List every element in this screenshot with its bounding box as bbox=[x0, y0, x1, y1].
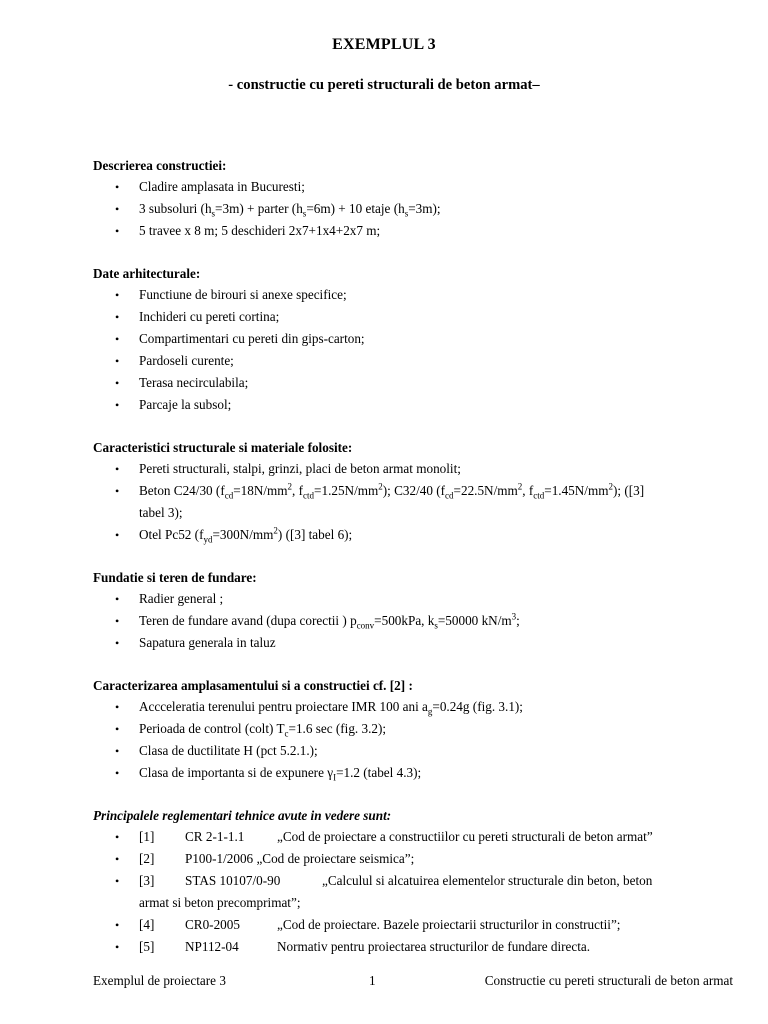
section-arhitecturale bbox=[93, 264, 733, 416]
bullet-list bbox=[93, 458, 733, 546]
bullet-icon: • bbox=[115, 202, 120, 216]
list-item: • Radier general ; bbox=[93, 588, 733, 610]
bullet-icon: • bbox=[115, 484, 120, 498]
bullet-icon: • bbox=[115, 180, 120, 194]
bullet-icon: • bbox=[115, 830, 120, 844]
list-item: • Pardoseli curente; bbox=[93, 350, 733, 372]
section-fundatie bbox=[93, 568, 733, 654]
bullet-icon: • bbox=[115, 310, 120, 324]
bullet-icon: • bbox=[115, 288, 120, 302]
bullet-icon: • bbox=[115, 614, 120, 628]
list-item: • 5 travee x 8 m; 5 deschideri 2x7+1x4+2x7 m; bbox=[93, 220, 733, 242]
bullet-icon: • bbox=[115, 722, 120, 736]
section-amplasament bbox=[93, 676, 733, 784]
reference-item: • [4] CR0-2005 „Cod de proiectare. Bazele proiectarii structurilor in constructii”; bbox=[93, 914, 733, 936]
section-heading: Fundatie si teren de fundare: bbox=[93, 570, 257, 585]
bullet-list bbox=[93, 696, 733, 784]
bullet-list bbox=[93, 176, 733, 242]
bullet-icon: • bbox=[115, 462, 120, 476]
page-footer bbox=[93, 973, 733, 991]
list-item: • Cladire amplasata in Bucuresti; bbox=[93, 176, 733, 198]
list-item: • Pereti structurali, stalpi, grinzi, placi de beton armat monolit; bbox=[93, 458, 733, 480]
section-reglementari bbox=[93, 806, 733, 958]
list-item: • Perioada de control (colt) $T_c=1.6$ sec (fig. 3.2); bbox=[93, 718, 733, 740]
list-item: • Clasa de importanta si de expunere $\gamma_I=1.2$ (tabel 4.3); bbox=[93, 762, 733, 784]
list-item: • Inchideri cu pereti cortina; bbox=[93, 306, 733, 328]
page-number: 1 bbox=[369, 973, 376, 988]
bullet-icon: • bbox=[115, 354, 120, 368]
list-item: • Otel Pc52 $(f_{yd}=300N/mm^2)$ ([3] tabel 6); bbox=[115, 525, 353, 545]
list-item: • Teren de fundare avand (dupa corectii ) $p_{conv}=500kPa$, $k_s=50000$ $kN/m^3$; bbox=[115, 611, 520, 631]
bullet-icon: • bbox=[115, 332, 120, 346]
list-item: • Beton C24/30 ($f_{cd}=18N/mm^2$, $f_{ctd}=1.25N/mm^2$); C32/40 ($f_{cd}=22.5N/mm^2$, $f_{ctd}=1.45N/mm^2$); ([3] tabel 3); bbox=[115, 481, 645, 520]
reference-item: • [5] NP112-04 Normativ pentru proiectarea structurilor de fundare directa. bbox=[93, 936, 733, 958]
list-item: • Parcaje la subsol; bbox=[93, 394, 733, 416]
list-item: • Accceleratia terenului pentru proiectare IMR 100 ani $a_g=0.24g$ (fig. 3.1); bbox=[93, 696, 733, 718]
section-heading: Caracteristici structurale si materiale folosite: bbox=[93, 440, 353, 455]
list-item: • Clasa de ductilitate H (pct 5.2.1.); bbox=[93, 740, 733, 762]
section-descriere bbox=[93, 156, 733, 242]
document-body bbox=[93, 156, 733, 958]
bullet-icon: • bbox=[115, 874, 120, 888]
bullet-icon: • bbox=[115, 592, 120, 606]
footer-left: Exemplul de proiectare 3 bbox=[93, 973, 226, 988]
reference-item: • [1] CR 2-1-1.1 „Cod de proiectare a constructiilor cu pereti structurali de beton armat” bbox=[93, 826, 733, 848]
reference-item: • [2] P100-1/2006 „Cod de proiectare seismica”; bbox=[93, 848, 733, 870]
bullet-list bbox=[93, 588, 733, 654]
page-title: EXEMPLUL 3 bbox=[332, 36, 436, 53]
section-heading: Caracterizarea amplasamentului si a constructiei cf. [2] : bbox=[93, 678, 413, 693]
bullet-icon: • bbox=[115, 700, 120, 714]
list-item: • Terasa necirculabila; bbox=[93, 372, 733, 394]
bullet-icon: • bbox=[115, 766, 120, 780]
reference-item: • [3] STAS 10107/0-90 „Calculul si alcatuirea elementelor structurale din beton, beton armat si beton precomprimat”; bbox=[93, 870, 733, 914]
bullet-icon: • bbox=[115, 376, 120, 390]
list-item: • 3 subsoluri $(h_s=3m)$ + parter $(h_s=6m) + 10$ etaje $(h_s=3m)$; bbox=[93, 198, 733, 220]
section-heading: Date arhitecturale: bbox=[93, 266, 201, 281]
section-structurale bbox=[93, 438, 733, 546]
section-heading: Descrierea constructiei: bbox=[93, 158, 227, 173]
bullet-icon: • bbox=[115, 852, 120, 866]
page-subtitle: - constructie cu pereti structurali de beton armat– bbox=[228, 77, 540, 93]
section-heading: Principalele reglementari tehnice avute in vedere sunt: bbox=[93, 808, 392, 823]
bullet-icon: • bbox=[115, 918, 120, 932]
reference-list bbox=[93, 826, 733, 958]
list-item: • Functiune de birouri si anexe specifice; bbox=[93, 284, 733, 306]
bullet-list bbox=[93, 284, 733, 416]
bullet-icon: • bbox=[115, 940, 120, 954]
bullet-icon: • bbox=[115, 528, 120, 542]
bullet-icon: • bbox=[115, 224, 120, 238]
list-item: • Sapatura generala in taluz bbox=[93, 632, 733, 654]
footer-right: Constructie cu pereti structurali de beton armat bbox=[484, 973, 733, 988]
bullet-icon: • bbox=[115, 636, 120, 650]
list-item: • Compartimentari cu pereti din gips-carton; bbox=[93, 328, 733, 350]
bullet-icon: • bbox=[115, 744, 120, 758]
bullet-icon: • bbox=[115, 398, 120, 412]
